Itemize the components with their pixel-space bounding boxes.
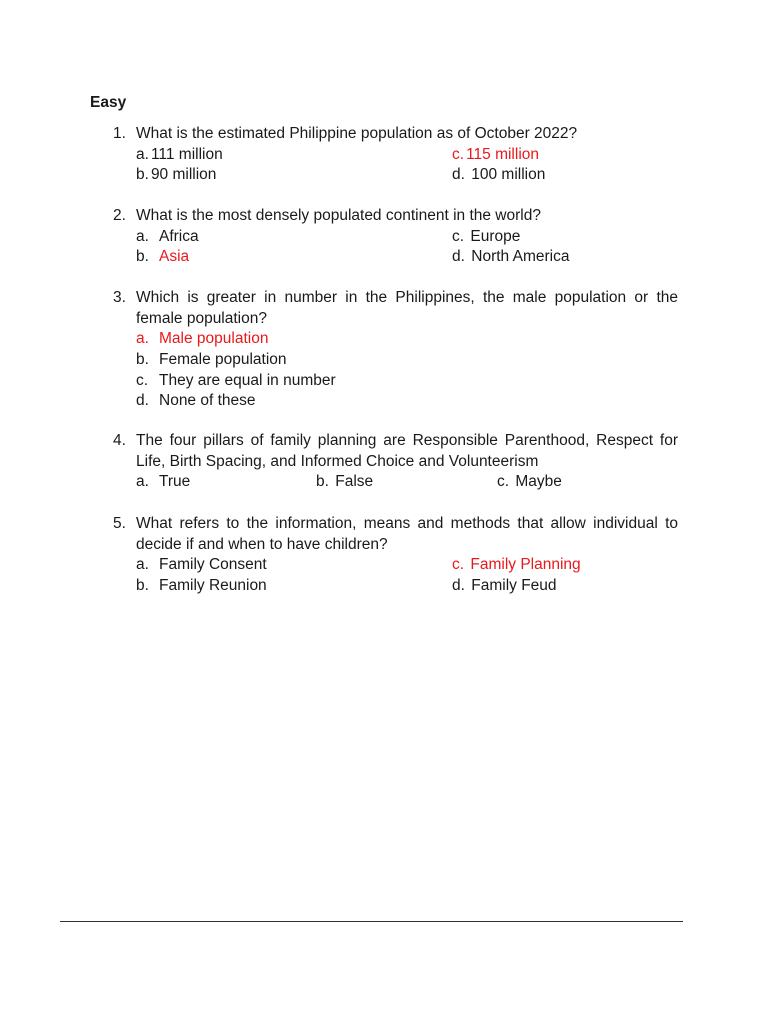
options-list	[136, 555, 678, 596]
option-text: Family Reunion	[159, 577, 267, 595]
option-letter: d.	[452, 166, 465, 184]
section-heading: Easy	[90, 94, 127, 111]
option-text: 115 million	[466, 145, 540, 163]
option-letter: a.	[136, 473, 149, 491]
option-d	[136, 391, 256, 412]
option-b	[136, 576, 267, 597]
option-b	[316, 472, 373, 493]
question-text: The four pillars of family planning are Responsible Parenthood, Respect for Life, Birth Spacing, and Informed Choice and Volunteerism	[136, 432, 678, 470]
option-text: True	[159, 473, 191, 491]
option-letter: b.	[136, 577, 149, 595]
question-3	[113, 288, 678, 412]
option-a	[136, 145, 223, 166]
option-b	[136, 165, 216, 186]
option-letter: b.	[136, 351, 149, 369]
question-1	[113, 124, 678, 186]
option-c-correct	[452, 145, 539, 166]
option-letter: b.	[136, 166, 149, 184]
option-letter: d.	[452, 577, 465, 595]
option-b	[136, 247, 189, 268]
option-text: 111 million	[150, 145, 223, 163]
option-letter: d.	[136, 392, 149, 410]
question-2	[113, 206, 678, 268]
option-text: Family Consent	[159, 556, 267, 574]
option-text: Maybe	[515, 473, 562, 491]
option-d	[452, 576, 557, 597]
option-letter: a.	[136, 330, 149, 348]
option-a-correct	[136, 329, 268, 350]
option-a	[136, 472, 190, 493]
option-c-correct	[452, 555, 581, 576]
option-text-correct: Asia	[159, 248, 190, 266]
option-letter: c.	[452, 145, 465, 163]
option-letter: c.	[136, 371, 149, 389]
option-d	[452, 247, 569, 268]
question-text: What is the most densely populated continent in the world?	[136, 207, 541, 224]
option-letter: a.	[136, 556, 149, 574]
options-list	[136, 472, 678, 493]
question-number: 5.	[113, 515, 126, 532]
option-c	[136, 371, 336, 392]
option-a	[136, 555, 267, 576]
question-number: 2.	[113, 207, 126, 224]
question-text: What is the estimated Philippine population as of October 2022?	[136, 125, 578, 142]
options-list	[136, 227, 678, 268]
option-text: Europe	[470, 227, 521, 245]
option-text: 90 million	[150, 166, 217, 184]
question-number: 4.	[113, 432, 126, 449]
option-letter: b.	[316, 473, 329, 491]
option-text: Female population	[159, 351, 287, 369]
option-letter: b.	[136, 248, 149, 266]
option-d	[452, 165, 545, 186]
option-text: North America	[471, 248, 570, 266]
option-letter: a.	[136, 227, 149, 245]
option-text: Family Feud	[471, 577, 557, 595]
question-text: Which is greater in number in the Philippines, the male population or the female population?	[136, 289, 678, 327]
question-text: What refers to the information, means and methods that allow individual to decide if and when to have children?	[136, 515, 678, 553]
option-letter: c.	[452, 227, 465, 245]
question-5	[113, 514, 678, 597]
question-number: 3.	[113, 289, 126, 306]
option-text: Male population	[159, 330, 269, 348]
question-4	[113, 431, 678, 493]
option-letter: c.	[452, 556, 465, 574]
option-letter: c.	[497, 473, 510, 491]
option-a	[136, 227, 199, 248]
option-text: Africa	[159, 227, 199, 245]
option-c	[497, 472, 562, 493]
option-text: They are equal in number	[159, 371, 336, 389]
option-c	[452, 227, 520, 248]
option-text: False	[335, 473, 374, 491]
option-text: 100 million	[471, 166, 546, 184]
footer-divider	[60, 921, 683, 922]
option-text: None of these	[159, 392, 256, 410]
question-number: 1.	[113, 125, 126, 142]
options-list	[136, 145, 678, 186]
option-b	[136, 350, 287, 371]
options-list	[136, 329, 678, 412]
option-letter: d.	[452, 248, 465, 266]
option-text: Family Planning	[470, 556, 581, 574]
option-letter: a.	[136, 145, 149, 163]
